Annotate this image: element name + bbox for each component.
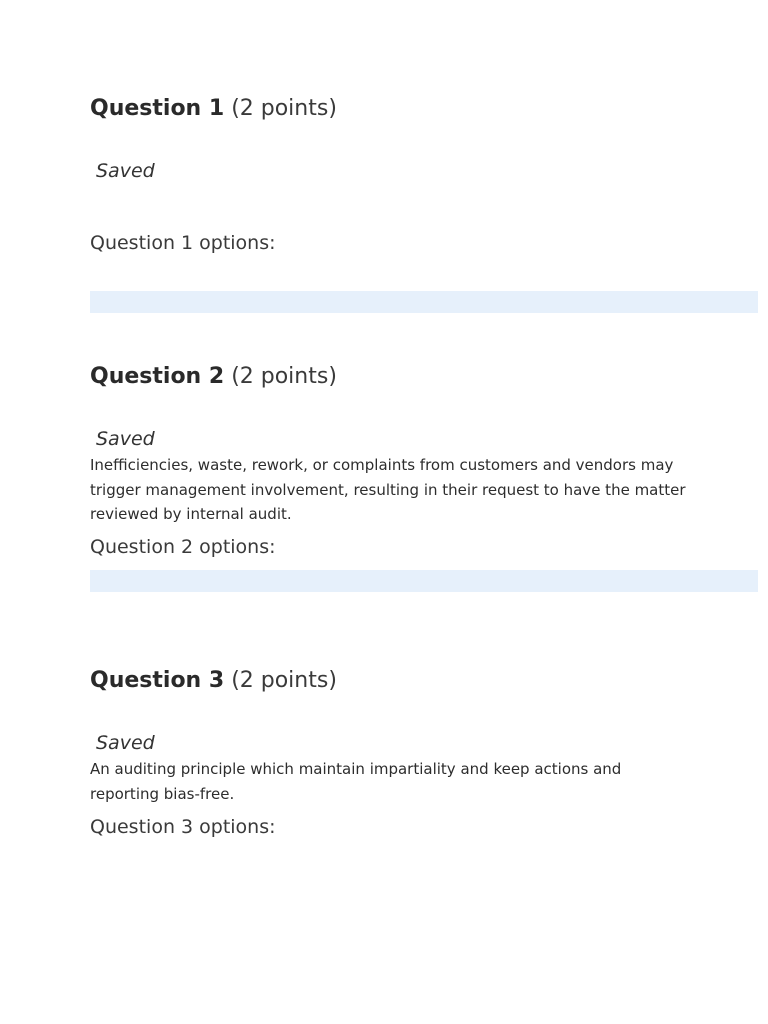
question-points: (2 points) — [231, 96, 337, 121]
options-label: Question 1 options: — [90, 232, 276, 254]
question-text: An auditing principle which maintain impartiality and keep actions and reporting bias-free. — [90, 760, 622, 803]
answer-options-area[interactable] — [90, 291, 758, 313]
question-title: Question 1 — [90, 96, 225, 121]
answer-options-area[interactable] — [90, 570, 758, 592]
question-points: (2 points) — [231, 668, 337, 693]
question-1 — [90, 95, 758, 254]
question-heading — [90, 363, 758, 391]
options-label: Question 3 options: — [90, 816, 276, 838]
question-2 — [90, 363, 758, 558]
question-text: Inefficiencies, waste, rework, or complaints from customers and vendors may trigger management involvement, resulting in their request to have the matter reviewed by internal audit. — [90, 456, 686, 523]
question-3 — [90, 667, 758, 838]
saved-status: Saved — [96, 160, 155, 182]
saved-status: Saved — [96, 428, 155, 450]
saved-status: Saved — [96, 732, 155, 754]
options-label: Question 2 options: — [90, 536, 276, 558]
question-title: Question 3 — [90, 668, 225, 693]
question-points: (2 points) — [231, 364, 337, 389]
question-heading — [90, 667, 758, 695]
question-title: Question 2 — [90, 364, 225, 389]
question-heading — [90, 95, 758, 123]
